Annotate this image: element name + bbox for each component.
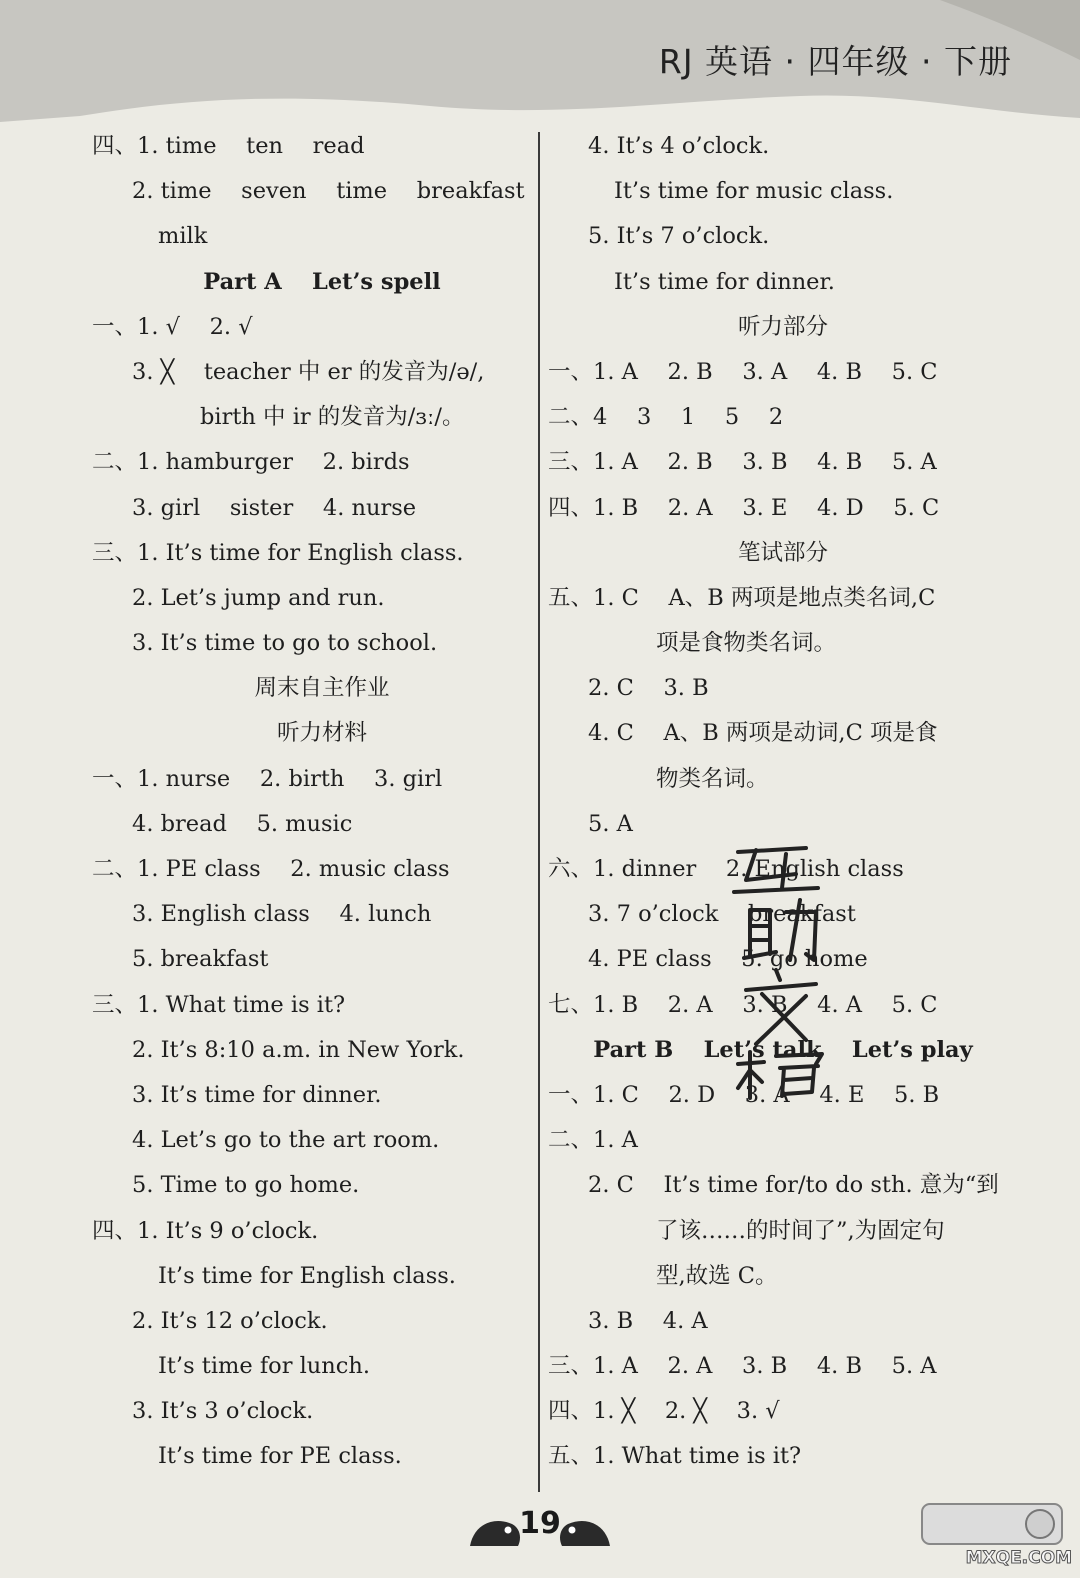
answer-line: 三、1. It’s time for English class. xyxy=(92,539,464,566)
answer-line: 项是食物类名词。 xyxy=(656,630,837,657)
answer-line: 四、1. B 2. A 3. E 4. D 5. C xyxy=(548,494,940,521)
answer-line: 3. ╳ teacher 中 er 的发音为/ə/, xyxy=(132,358,485,385)
handwritten-watermark xyxy=(726,830,836,1100)
section-heading: Part B Let’s talk Let’s play xyxy=(593,1036,973,1063)
answer-line: 二、4 3 1 5 2 xyxy=(548,404,784,431)
answer-line: It’s time for music class. xyxy=(614,178,894,205)
section-heading: 笔试部分 xyxy=(737,539,828,566)
section-heading: Part A Let’s spell xyxy=(203,268,441,295)
answer-line: milk xyxy=(158,223,208,250)
answer-line: 七、1. B 2. A 3. B 4. A 5. C xyxy=(548,991,938,1018)
answer-line: 三、1. What time is it? xyxy=(92,991,346,1018)
answer-line: 了该……的时间了”,为固定句 xyxy=(656,1217,945,1244)
answer-line: 五、1. C A、B 两项是地点类名词,C xyxy=(548,584,936,611)
answer-line: 3. 7 o’clock breakfast xyxy=(588,901,856,928)
right-answer-column xyxy=(548,124,1018,1480)
answer-line: 3. English class 4. lunch xyxy=(132,901,432,928)
answer-line: 2. C It’s time for/to do sth. 意为“到 xyxy=(588,1172,999,1199)
answer-line: 5. breakfast xyxy=(132,946,269,973)
answer-line: 四、1. ╳ 2. ╳ 3. √ xyxy=(548,1398,780,1425)
answer-line: 4. C A、B 两项是动词,C 项是食 xyxy=(588,720,938,747)
section-heading: 周末自主作业 xyxy=(254,675,390,702)
answer-line: 5. A xyxy=(588,810,633,837)
answer-line: 3. B 4. A xyxy=(588,1307,708,1334)
logo-text: MXQE.COM xyxy=(965,1548,1072,1568)
answer-line: 六、1. dinner 2. English class xyxy=(548,856,904,882)
answer-line: 四、1. It’s 9 o’clock. xyxy=(92,1217,319,1244)
answer-line: 5. Time to go home. xyxy=(132,1172,360,1199)
answer-line: 一、1. C 2. D 3. A 4. E 5. B xyxy=(548,1081,940,1108)
answer-line: 4. PE class 5. go home xyxy=(588,946,868,973)
answer-line: 4. Let’s go to the art room. xyxy=(132,1127,440,1154)
answer-line: 3. It’s 3 o’clock. xyxy=(132,1398,314,1425)
answer-line: 二、1. hamburger 2. birds xyxy=(92,449,410,476)
answer-line: 2. C 3. B xyxy=(588,675,709,702)
header-band xyxy=(0,0,1080,130)
answer-line: It’s time for English class. xyxy=(158,1262,456,1289)
answer-line: 二、1. A xyxy=(548,1127,638,1154)
section-heading: 听力部分 xyxy=(737,313,828,340)
answer-line: 2. time seven time breakfast xyxy=(132,178,525,205)
answer-line: 物类名词。 xyxy=(656,765,769,792)
answer-line: 2. It’s 8:10 a.m. in New York. xyxy=(132,1036,465,1063)
answer-line: 五、1. What time is it? xyxy=(548,1443,802,1470)
answer-line: It’s time for dinner. xyxy=(614,268,835,295)
answer-line: It’s time for lunch. xyxy=(158,1353,371,1380)
answer-line: 2. Let’s jump and run. xyxy=(132,584,385,611)
answer-line: 一、1. nurse 2. birth 3. girl xyxy=(92,765,443,792)
answer-line: It’s time for PE class. xyxy=(158,1443,402,1470)
answer-line: 5. It’s 7 o’clock. xyxy=(588,223,770,250)
answer-line: 二、1. PE class 2. music class xyxy=(92,856,450,882)
answer-line: 4. It’s 4 o’clock. xyxy=(588,133,770,159)
site-logo xyxy=(912,1498,1072,1568)
left-answer-column xyxy=(92,124,552,1480)
answer-line: 型,故选 C。 xyxy=(656,1262,778,1289)
section-heading: 听力材料 xyxy=(276,720,367,747)
answer-line: 三、1. A 2. B 3. B 4. B 5. A xyxy=(548,449,937,476)
answer-line: 3. girl sister 4. nurse xyxy=(132,494,417,521)
answer-line: 一、1. √ 2. √ xyxy=(92,313,253,340)
answer-line: 3. It’s time to go to school. xyxy=(132,630,438,657)
answer-line: birth 中 ir 的发音为/ɜː/。 xyxy=(200,404,465,431)
answer-line: 4. bread 5. music xyxy=(132,810,353,837)
answer-line: 三、1. A 2. A 3. B 4. B 5. A xyxy=(548,1353,937,1380)
logo-badge-icon xyxy=(912,1498,1072,1548)
answer-line: 2. It’s 12 o’clock. xyxy=(132,1307,328,1334)
page-header-title: RJ 英语 · 四年级 · 下册 xyxy=(658,42,1012,81)
answer-line: 一、1. A 2. B 3. A 4. B 5. C xyxy=(548,358,938,385)
page-number: 19 xyxy=(519,1506,561,1541)
answer-line: 四、1. time ten read xyxy=(92,133,365,159)
answer-line: 3. It’s time for dinner. xyxy=(132,1081,382,1108)
page-number-ornament xyxy=(500,1502,580,1552)
